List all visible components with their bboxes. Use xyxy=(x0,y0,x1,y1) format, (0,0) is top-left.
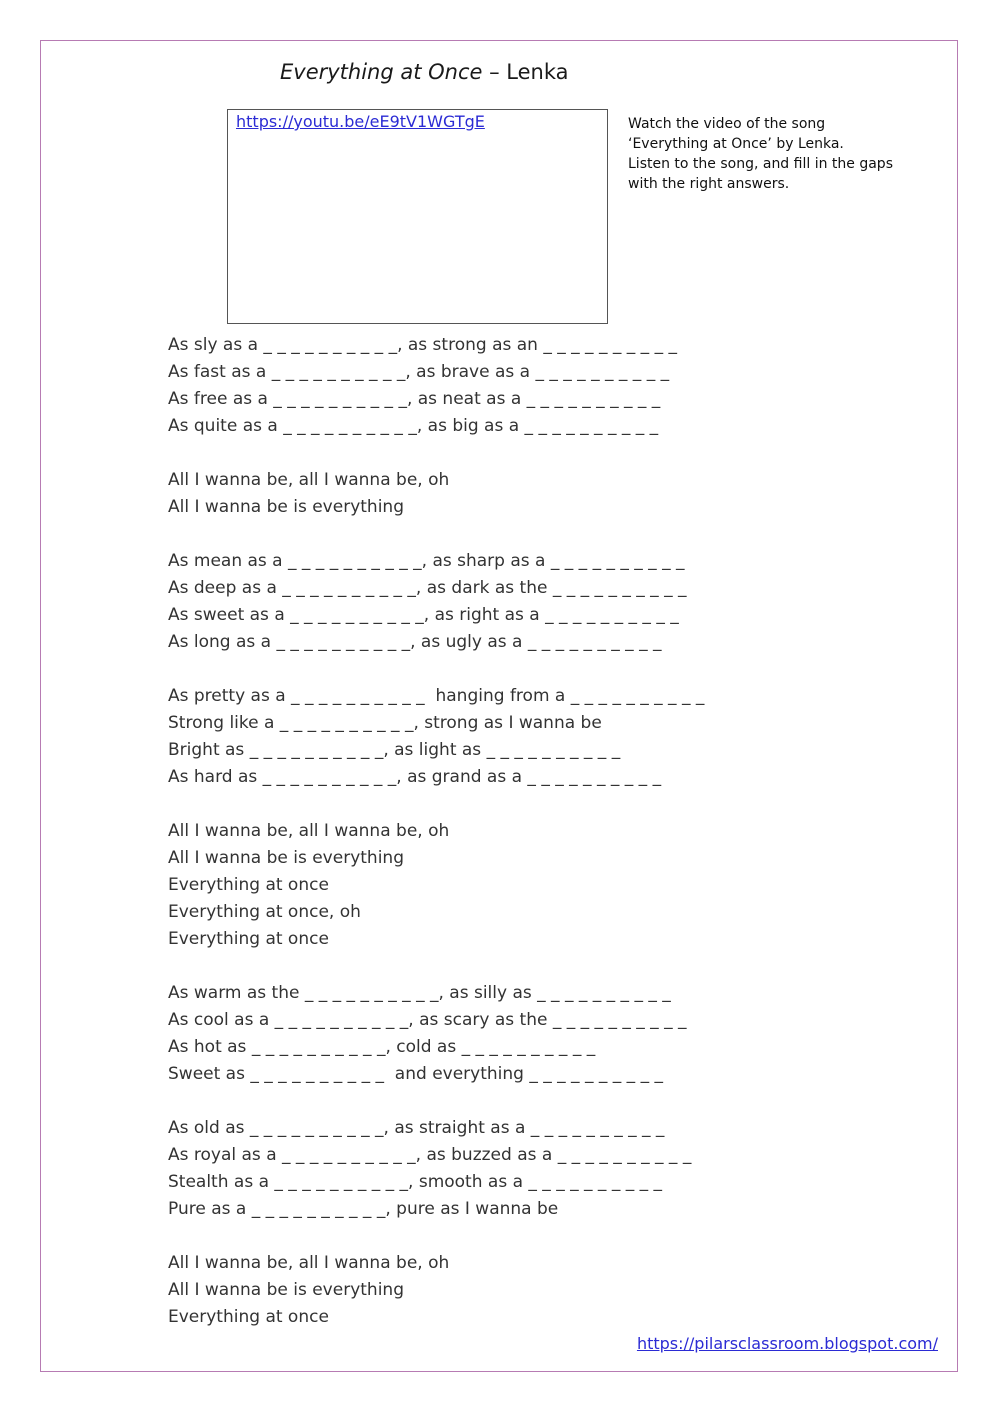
youtube-link[interactable]: https://youtu.be/eE9tV1WGTgE xyxy=(236,112,485,131)
lyric-line: As mean as a _ _ _ _ _ _ _ _ _ _, as sharp as a _ _ _ _ _ _ _ _ _ _ xyxy=(168,551,685,571)
instruction-line: Watch the video of the song xyxy=(628,116,826,132)
lyric-line: All I wanna be, all I wanna be, oh xyxy=(168,1253,450,1273)
lyric-line: As pretty as a _ _ _ _ _ _ _ _ _ _ hanging from a _ _ _ _ _ _ _ _ _ _ xyxy=(168,686,705,706)
lyric-line: As sly as a _ _ _ _ _ _ _ _ _ _, as strong as an _ _ _ _ _ _ _ _ _ _ xyxy=(168,335,677,355)
lyric-line: All I wanna be is everything xyxy=(168,848,404,868)
instructions xyxy=(628,114,928,194)
lyric-line: As long as a _ _ _ _ _ _ _ _ _ _, as ugly as a _ _ _ _ _ _ _ _ _ _ xyxy=(168,632,662,652)
stanza-verse-5 xyxy=(168,1115,848,1223)
stanza-verse-2 xyxy=(168,548,848,656)
stanza-verse-3 xyxy=(168,683,848,791)
stanza-verse-4 xyxy=(168,980,848,1088)
lyric-line: As old as _ _ _ _ _ _ _ _ _ _, as straight as a _ _ _ _ _ _ _ _ _ _ xyxy=(168,1118,665,1138)
lyric-line: As deep as a _ _ _ _ _ _ _ _ _ _, as dark as the _ _ _ _ _ _ _ _ _ _ xyxy=(168,578,687,598)
lyric-line: Everything at once xyxy=(168,929,329,949)
lyric-line: All I wanna be is everything xyxy=(168,497,404,517)
lyric-line: As fast as a _ _ _ _ _ _ _ _ _ _, as brave as a _ _ _ _ _ _ _ _ _ _ xyxy=(168,362,670,382)
lyric-line: Stealth as a _ _ _ _ _ _ _ _ _ _, smooth as a _ _ _ _ _ _ _ _ _ _ xyxy=(168,1172,663,1192)
lyric-line: As free as a _ _ _ _ _ _ _ _ _ _, as neat as a _ _ _ _ _ _ _ _ _ _ xyxy=(168,389,661,409)
stanza-chorus-1 xyxy=(168,467,848,521)
lyric-line: Bright as _ _ _ _ _ _ _ _ _ _, as light as _ _ _ _ _ _ _ _ _ _ xyxy=(168,740,621,760)
stanza-chorus-3 xyxy=(168,1250,848,1331)
artist-name: – Lenka xyxy=(482,60,569,84)
song-title: Everything at Once xyxy=(280,60,483,84)
lyric-line: As hot as _ _ _ _ _ _ _ _ _ _, cold as _ _ _ _ _ _ _ _ _ _ xyxy=(168,1037,596,1057)
instruction-line: with the right answers. xyxy=(628,176,790,192)
video-embed[interactable] xyxy=(227,109,608,324)
lyric-line: All I wanna be, all I wanna be, oh xyxy=(168,470,450,490)
lyric-line: As cool as a _ _ _ _ _ _ _ _ _ _, as scary as the _ _ _ _ _ _ _ _ _ _ xyxy=(168,1010,687,1030)
lyric-line: Strong like a _ _ _ _ _ _ _ _ _ _, strong as I wanna be xyxy=(168,713,602,733)
lyric-line: All I wanna be, all I wanna be, oh xyxy=(168,821,450,841)
lyric-line: Everything at once, oh xyxy=(168,902,361,922)
lyric-line: Everything at once xyxy=(168,875,329,895)
lyric-line: As sweet as a _ _ _ _ _ _ _ _ _ _, as right as a _ _ _ _ _ _ _ _ _ _ xyxy=(168,605,679,625)
lyric-line: As quite as a _ _ _ _ _ _ _ _ _ _, as big as a _ _ _ _ _ _ _ _ _ _ xyxy=(168,416,659,436)
lyric-line: As royal as a _ _ _ _ _ _ _ _ _ _, as buzzed as a _ _ _ _ _ _ _ _ _ _ xyxy=(168,1145,692,1165)
lyrics xyxy=(168,332,848,1358)
blog-link[interactable]: https://pilarsclassroom.blogspot.com/ xyxy=(636,1334,938,1353)
lyric-line: Everything at once xyxy=(168,1307,329,1327)
stanza-verse-1 xyxy=(168,332,848,440)
lyric-line: As hard as _ _ _ _ _ _ _ _ _ _, as grand as a _ _ _ _ _ _ _ _ _ _ xyxy=(168,767,662,787)
lyric-line: As warm as the _ _ _ _ _ _ _ _ _ _, as silly as _ _ _ _ _ _ _ _ _ _ xyxy=(168,983,671,1003)
lyric-line: All I wanna be is everything xyxy=(168,1280,404,1300)
lyric-line: Sweet as _ _ _ _ _ _ _ _ _ _ and everything _ _ _ _ _ _ _ _ _ _ xyxy=(168,1064,663,1084)
page-title xyxy=(280,60,569,84)
lyric-line: Pure as a _ _ _ _ _ _ _ _ _ _, pure as I wanna be xyxy=(168,1199,559,1219)
stanza-chorus-2 xyxy=(168,818,848,953)
instruction-line: Listen to the song, and fill in the gaps xyxy=(628,156,893,172)
instruction-line: ‘Everything at Once’ by Lenka. xyxy=(628,136,844,152)
